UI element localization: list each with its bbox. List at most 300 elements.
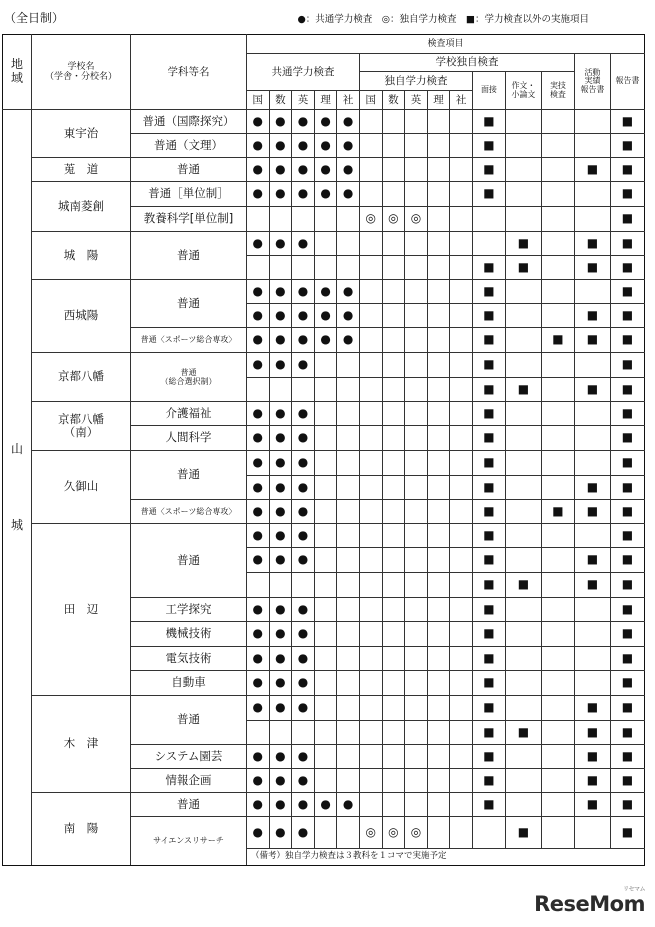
mark-cell — [574, 207, 610, 232]
mark-cell — [450, 696, 473, 721]
mark-cell — [541, 378, 574, 402]
mark-cell — [405, 548, 428, 573]
mark-cell — [337, 817, 360, 849]
mark-cell — [505, 696, 541, 721]
mark-cell — [405, 524, 428, 548]
mark-cell: ■ — [472, 721, 505, 745]
mark-cell — [450, 207, 473, 232]
mark-cell — [359, 402, 382, 426]
mark-cell — [574, 426, 610, 451]
mark-cell — [541, 426, 574, 451]
mark-cell: ■ — [610, 158, 644, 182]
mark-cell — [405, 110, 428, 134]
mark-cell: ● — [269, 353, 292, 378]
mark-cell: ● — [292, 402, 315, 426]
logo-text: ReseMom — [534, 892, 645, 916]
mark-cell — [382, 793, 405, 817]
mark-cell — [314, 207, 337, 232]
mark-cell — [382, 353, 405, 378]
mark-cell: ● — [269, 110, 292, 134]
mark-cell: ■ — [505, 817, 541, 849]
header-common-test: 共通学力検査 — [247, 54, 360, 91]
page-title: （全日制） — [4, 11, 65, 25]
header-original-test: 独自学力検査 — [359, 72, 472, 91]
table-row — [3, 280, 645, 304]
mark-cell: ■ — [574, 256, 610, 280]
school-name: 南 陽 — [32, 793, 131, 866]
department-name: 普通［単位制］ — [131, 182, 247, 207]
mark-cell — [382, 328, 405, 353]
department-name: 普通（文理） — [131, 134, 247, 158]
mark-cell — [405, 426, 428, 451]
mark-cell — [541, 622, 574, 647]
mark-cell — [427, 353, 450, 378]
mark-cell: ● — [292, 328, 315, 353]
mark-cell: ● — [269, 158, 292, 182]
mark-cell: ● — [292, 524, 315, 548]
mark-cell — [574, 110, 610, 134]
mark-cell: ● — [247, 524, 270, 548]
mark-cell: ● — [269, 328, 292, 353]
mark-cell: ● — [292, 769, 315, 793]
mark-cell — [505, 476, 541, 500]
mark-cell — [314, 573, 337, 598]
mark-cell — [359, 622, 382, 647]
mark-cell: ■ — [472, 402, 505, 426]
mark-cell — [574, 402, 610, 426]
mark-cell — [314, 500, 337, 524]
mark-cell — [359, 647, 382, 671]
school-name: 西城陽 — [32, 280, 131, 353]
mark-cell: ● — [247, 134, 270, 158]
mark-cell — [541, 573, 574, 598]
department-name: サイエンスリサーチ — [131, 817, 247, 866]
mark-cell — [505, 402, 541, 426]
mark-cell: ■ — [610, 598, 644, 622]
mark-cell — [405, 280, 428, 304]
mark-cell: ● — [292, 598, 315, 622]
mark-cell: ● — [337, 304, 360, 328]
mark-cell: ■ — [610, 696, 644, 721]
mark-cell: ■ — [574, 328, 610, 353]
mark-cell — [382, 524, 405, 548]
mark-cell — [505, 524, 541, 548]
mark-cell — [541, 769, 574, 793]
mark-cell: ■ — [472, 182, 505, 207]
mark-cell — [314, 696, 337, 721]
mark-cell: ● — [247, 304, 270, 328]
mark-cell: ● — [292, 647, 315, 671]
mark-cell: ■ — [472, 573, 505, 598]
mark-cell: ● — [269, 817, 292, 849]
mark-cell — [314, 647, 337, 671]
mark-cell — [382, 696, 405, 721]
mark-cell: ■ — [610, 769, 644, 793]
mark-cell: ■ — [610, 647, 644, 671]
mark-cell — [505, 769, 541, 793]
mark-cell — [405, 158, 428, 182]
mark-cell: ■ — [610, 721, 644, 745]
mark-cell: ■ — [610, 817, 644, 849]
mark-cell — [269, 207, 292, 232]
table-row — [3, 793, 645, 817]
mark-cell: ■ — [574, 548, 610, 573]
mark-cell — [450, 304, 473, 328]
mark-cell: ■ — [472, 671, 505, 696]
mark-cell: ● — [269, 304, 292, 328]
table-row — [3, 110, 645, 134]
mark-cell — [359, 696, 382, 721]
mark-cell — [427, 524, 450, 548]
mark-cell: ● — [247, 476, 270, 500]
department-name: 普通 — [131, 232, 247, 280]
mark-cell — [405, 182, 428, 207]
mark-cell: ■ — [610, 328, 644, 353]
mark-cell — [359, 671, 382, 696]
mark-cell — [541, 817, 574, 849]
mark-cell — [337, 256, 360, 280]
mark-cell: ● — [269, 476, 292, 500]
mark-cell — [574, 647, 610, 671]
header-subject-common-2: 英 — [292, 91, 315, 110]
mark-cell — [359, 500, 382, 524]
mark-cell — [359, 182, 382, 207]
school-name: 京都八幡 — [32, 353, 131, 402]
department-name: 普通（国際探究） — [131, 110, 247, 134]
mark-cell: ■ — [610, 207, 644, 232]
table-row — [3, 402, 645, 426]
mark-cell — [541, 158, 574, 182]
mark-cell — [427, 328, 450, 353]
mark-cell: ● — [292, 817, 315, 849]
mark-cell — [541, 280, 574, 304]
mark-cell: ● — [337, 280, 360, 304]
mark-cell: ● — [292, 500, 315, 524]
mark-cell: ■ — [574, 500, 610, 524]
mark-cell — [314, 671, 337, 696]
mark-cell — [450, 548, 473, 573]
logo-kana: リセマム — [623, 886, 645, 893]
mark-cell — [427, 426, 450, 451]
table-row — [3, 353, 645, 378]
mark-cell: ● — [292, 232, 315, 256]
mark-cell: ■ — [541, 328, 574, 353]
mark-cell — [427, 232, 450, 256]
mark-cell: ● — [292, 671, 315, 696]
school-name: 田 辺 — [32, 524, 131, 696]
mark-cell — [450, 524, 473, 548]
table-row — [3, 524, 645, 548]
mark-cell — [359, 573, 382, 598]
mark-cell: ● — [247, 598, 270, 622]
mark-cell — [337, 476, 360, 500]
mark-cell: ■ — [505, 256, 541, 280]
mark-cell: ● — [269, 769, 292, 793]
mark-cell: ● — [314, 134, 337, 158]
header-subject-common-1: 数 — [269, 91, 292, 110]
mark-cell: ● — [247, 622, 270, 647]
mark-cell — [505, 548, 541, 573]
mark-cell: ◎ — [405, 817, 428, 849]
mark-cell — [359, 476, 382, 500]
mark-cell — [574, 598, 610, 622]
mark-cell — [292, 256, 315, 280]
mark-cell: ■ — [574, 793, 610, 817]
mark-cell: ■ — [610, 548, 644, 573]
mark-cell — [505, 182, 541, 207]
mark-cell — [427, 769, 450, 793]
table-row — [3, 182, 645, 207]
mark-cell — [450, 353, 473, 378]
region-cell: 山 城 — [3, 110, 32, 866]
mark-cell — [505, 328, 541, 353]
mark-cell: ■ — [472, 378, 505, 402]
mark-cell: ● — [269, 182, 292, 207]
remarks-note: （備考）独自学力検査は３教科を１コマで実施予定 — [247, 849, 645, 866]
mark-cell — [450, 476, 473, 500]
mark-cell — [505, 671, 541, 696]
mark-cell — [337, 548, 360, 573]
mark-cell — [359, 598, 382, 622]
mark-cell — [359, 426, 382, 451]
mark-cell — [247, 378, 270, 402]
mark-cell — [247, 207, 270, 232]
mark-cell: ● — [269, 793, 292, 817]
mark-cell: ● — [337, 158, 360, 182]
mark-cell: ● — [292, 280, 315, 304]
department-name: 普通 — [131, 158, 247, 182]
mark-cell — [382, 647, 405, 671]
mark-cell: ● — [269, 598, 292, 622]
mark-cell — [382, 573, 405, 598]
department-name: 普通〈スポーツ総合専攻〉 — [131, 328, 247, 353]
mark-cell — [427, 280, 450, 304]
department-name: 情報企画 — [131, 769, 247, 793]
mark-cell — [405, 451, 428, 476]
mark-cell: ◎ — [359, 207, 382, 232]
mark-cell: ● — [292, 696, 315, 721]
mark-cell — [359, 304, 382, 328]
mark-cell — [314, 402, 337, 426]
mark-cell: ■ — [610, 451, 644, 476]
department-name: 普通 — [131, 451, 247, 500]
mark-cell — [427, 622, 450, 647]
mark-cell — [574, 451, 610, 476]
mark-cell — [359, 524, 382, 548]
table-row — [3, 451, 645, 476]
mark-cell: ■ — [610, 378, 644, 402]
school-name: 京都八幡 （南） — [32, 402, 131, 451]
mark-cell: ■ — [574, 158, 610, 182]
header-subject-original-4: 社 — [450, 91, 473, 110]
mark-cell — [269, 721, 292, 745]
mark-cell — [472, 817, 505, 849]
department-name: 教養科学[単位制] — [131, 207, 247, 232]
mark-cell — [382, 256, 405, 280]
mark-cell — [505, 426, 541, 451]
mark-cell — [541, 207, 574, 232]
mark-cell — [337, 402, 360, 426]
department-name: 介護福祉 — [131, 402, 247, 426]
mark-cell: ■ — [472, 426, 505, 451]
mark-cell: ● — [292, 426, 315, 451]
mark-cell — [450, 598, 473, 622]
mark-cell — [427, 182, 450, 207]
mark-cell: ● — [247, 280, 270, 304]
header-department: 学科等名 — [131, 35, 247, 110]
mark-cell — [541, 110, 574, 134]
header-subject-common-3: 理 — [314, 91, 337, 110]
mark-cell — [314, 769, 337, 793]
department-name: 普通 （総合選択制） — [131, 353, 247, 402]
mark-cell — [450, 793, 473, 817]
mark-cell — [450, 451, 473, 476]
mark-cell — [405, 622, 428, 647]
mark-cell — [314, 721, 337, 745]
mark-cell: ● — [337, 110, 360, 134]
mark-cell — [405, 671, 428, 696]
mark-cell — [382, 598, 405, 622]
mark-cell: ● — [247, 402, 270, 426]
mark-cell — [541, 232, 574, 256]
department-name: 電気技術 — [131, 647, 247, 671]
mark-cell: ● — [292, 622, 315, 647]
mark-cell: ● — [247, 353, 270, 378]
mark-cell: ● — [269, 696, 292, 721]
mark-cell — [505, 451, 541, 476]
mark-cell: ■ — [472, 793, 505, 817]
mark-cell: ■ — [610, 110, 644, 134]
department-name: 普通 — [131, 280, 247, 328]
mark-cell: ● — [269, 745, 292, 769]
mark-cell — [505, 647, 541, 671]
header-activity-report: 活動 実績 報告書 — [574, 54, 610, 110]
mark-cell — [292, 721, 315, 745]
mark-cell — [574, 353, 610, 378]
mark-cell — [337, 378, 360, 402]
mark-cell: ● — [314, 280, 337, 304]
header-interview: 面接 — [472, 72, 505, 110]
mark-cell: ● — [247, 426, 270, 451]
mark-cell — [541, 793, 574, 817]
header-subject-original-3: 理 — [427, 91, 450, 110]
mark-cell: ■ — [472, 745, 505, 769]
mark-cell — [450, 721, 473, 745]
mark-cell — [382, 402, 405, 426]
mark-cell: ● — [247, 647, 270, 671]
mark-cell — [405, 402, 428, 426]
mark-cell — [541, 353, 574, 378]
mark-cell: ■ — [610, 304, 644, 328]
mark-cell — [541, 696, 574, 721]
mark-cell — [337, 598, 360, 622]
table-row — [3, 232, 645, 256]
mark-cell: ● — [247, 793, 270, 817]
mark-cell — [450, 328, 473, 353]
mark-cell: ● — [314, 158, 337, 182]
page-header — [0, 0, 655, 34]
mark-cell: ● — [247, 182, 270, 207]
mark-cell — [450, 182, 473, 207]
mark-cell — [359, 328, 382, 353]
mark-cell — [450, 745, 473, 769]
mark-cell — [269, 256, 292, 280]
mark-cell — [541, 548, 574, 573]
mark-cell — [382, 745, 405, 769]
mark-cell: ■ — [472, 598, 505, 622]
mark-cell: ● — [269, 280, 292, 304]
mark-cell — [427, 548, 450, 573]
mark-cell: ■ — [574, 769, 610, 793]
mark-cell — [405, 328, 428, 353]
mark-cell — [337, 573, 360, 598]
mark-cell — [359, 353, 382, 378]
mark-cell: ■ — [610, 134, 644, 158]
mark-cell — [427, 304, 450, 328]
mark-cell — [382, 671, 405, 696]
mark-cell: ■ — [472, 524, 505, 548]
mark-cell — [382, 426, 405, 451]
exam-items-table-wrapper — [2, 34, 645, 866]
mark-cell: ● — [269, 622, 292, 647]
mark-cell — [541, 721, 574, 745]
mark-cell — [405, 793, 428, 817]
school-name: 木 津 — [32, 696, 131, 793]
mark-cell — [337, 451, 360, 476]
mark-cell: ◎ — [382, 817, 405, 849]
mark-cell: ● — [247, 328, 270, 353]
mark-cell: ■ — [610, 402, 644, 426]
mark-cell: ● — [269, 426, 292, 451]
mark-cell: ● — [314, 328, 337, 353]
mark-cell — [359, 769, 382, 793]
mark-cell — [450, 769, 473, 793]
mark-cell — [337, 353, 360, 378]
mark-cell: ■ — [610, 671, 644, 696]
mark-cell — [314, 622, 337, 647]
mark-cell: ● — [269, 524, 292, 548]
mark-cell — [450, 426, 473, 451]
mark-cell — [382, 721, 405, 745]
mark-cell — [359, 745, 382, 769]
mark-cell — [405, 256, 428, 280]
mark-cell: ● — [292, 476, 315, 500]
mark-cell: ■ — [472, 647, 505, 671]
mark-cell — [405, 134, 428, 158]
mark-cell — [382, 158, 405, 182]
department-name: 普通 — [131, 524, 247, 598]
mark-cell — [314, 353, 337, 378]
mark-cell — [541, 671, 574, 696]
mark-cell — [405, 647, 428, 671]
mark-cell — [541, 256, 574, 280]
mark-cell: ◎ — [405, 207, 428, 232]
header-subject-common-0: 国 — [247, 91, 270, 110]
school-name: 城南菱創 — [32, 182, 131, 232]
mark-cell — [427, 402, 450, 426]
mark-cell: ■ — [505, 573, 541, 598]
mark-cell — [427, 378, 450, 402]
mark-cell — [314, 524, 337, 548]
department-name: 機械技術 — [131, 622, 247, 647]
mark-cell: ■ — [505, 721, 541, 745]
mark-cell: ■ — [574, 476, 610, 500]
mark-cell — [405, 304, 428, 328]
mark-cell: ■ — [610, 280, 644, 304]
mark-cell — [450, 500, 473, 524]
mark-cell — [450, 817, 473, 849]
mark-cell: ■ — [472, 328, 505, 353]
